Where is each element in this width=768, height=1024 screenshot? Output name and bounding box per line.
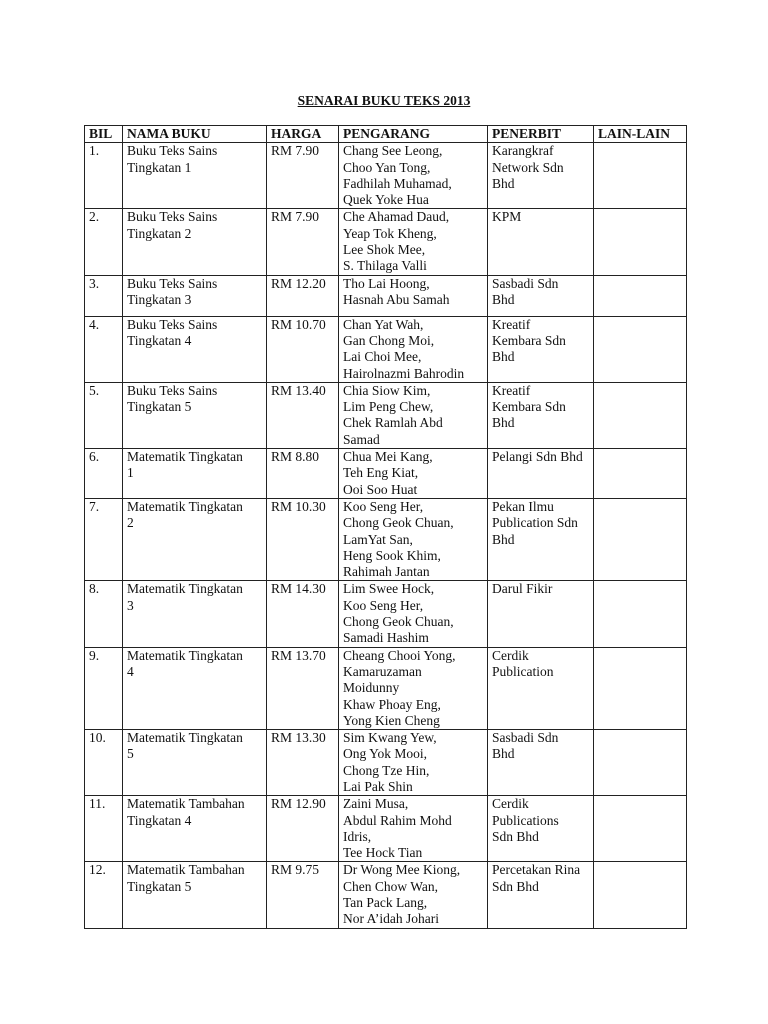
cell-nama-buku-line: Tingkatan 5 [127, 399, 192, 415]
cell-pengarang-line: Chong Geok Chuan, [343, 614, 454, 630]
table-row [85, 275, 687, 316]
cell-penerbit [488, 730, 594, 796]
cell-nama-buku-line: Buku Teks Sains [127, 143, 218, 159]
cell-harga: RM 12.20 [267, 275, 339, 316]
cell-pengarang-line: Quek Yoke Hua [343, 192, 429, 208]
cell-nama-buku-line: 4 [127, 663, 134, 679]
cell-pengarang-line: Che Ahamad Daud, [343, 209, 450, 225]
document-title-text: SENARAI BUKU TEKS 2013 [297, 93, 471, 108]
cell-pengarang-line: Moidunny [343, 680, 400, 696]
cell-penerbit [488, 498, 594, 580]
cell-lain-lain [594, 647, 687, 729]
table-row [85, 862, 687, 929]
cell-nama-buku [123, 796, 267, 862]
table-row [85, 316, 687, 382]
cell-pengarang-line: Ooi Soo Huat [343, 481, 418, 497]
cell-pengarang [339, 316, 488, 382]
cell-nama-buku [123, 730, 267, 796]
table-row [85, 581, 687, 647]
header-lain-lain: LAIN-LAIN [594, 126, 687, 143]
cell-nama-buku [123, 143, 267, 209]
cell-penerbit-line: Publications [492, 812, 559, 828]
cell-nama-buku-line: Tingkatan 4 [127, 812, 192, 828]
cell-pengarang-line: Samad [343, 431, 380, 447]
cell-pengarang-line: Hasnah Abu Samah [343, 291, 450, 307]
table-row [85, 209, 687, 275]
cell-nama-buku-line: Matematik Tingkatan [127, 730, 243, 746]
cell-nama-buku-line: Tingkatan 4 [127, 332, 192, 348]
cell-harga: RM 7.90 [267, 143, 339, 209]
cell-nama-buku-line: Tingkatan 5 [127, 878, 192, 894]
cell-bil: 12. [85, 862, 123, 929]
cell-bil: 2. [85, 209, 123, 275]
cell-harga: RM 9.75 [267, 862, 339, 929]
cell-pengarang-line: Heng Sook Khim, [343, 547, 441, 563]
cell-pengarang-line: Tan Pack Lang, [343, 895, 428, 911]
cell-pengarang [339, 581, 488, 647]
cell-pengarang-line: Choo Yan Tong, [343, 159, 431, 175]
cell-penerbit-line: Pelangi Sdn Bhd [492, 449, 583, 465]
cell-pengarang-line: Dr Wong Mee Kiong, [343, 862, 461, 878]
cell-pengarang-line: Gan Chong Moi, [343, 332, 435, 348]
cell-nama-buku [123, 498, 267, 580]
cell-pengarang-line: Cheang Chooi Yong, [343, 647, 456, 663]
cell-bil: 1. [85, 143, 123, 209]
cell-bil: 8. [85, 581, 123, 647]
cell-nama-buku-line: Matematik Tingkatan [127, 581, 243, 597]
cell-nama-buku-line: Tingkatan 2 [127, 225, 192, 241]
cell-lain-lain [594, 498, 687, 580]
cell-pengarang-line: Tee Hock Tian [343, 845, 423, 861]
cell-penerbit-line: Sasbadi Sdn [492, 275, 559, 291]
cell-pengarang-line: LamYat San, [343, 531, 413, 547]
cell-penerbit-line: Kreatif [492, 382, 531, 398]
cell-pengarang-line: Yong Kien Cheng [343, 712, 440, 728]
cell-pengarang-line: Chia Siow Kim, [343, 382, 431, 398]
cell-nama-buku [123, 209, 267, 275]
cell-penerbit-line: Sasbadi Sdn [492, 730, 559, 746]
cell-pengarang-line: Kamaruzaman [343, 663, 422, 679]
cell-penerbit-line: Cerdik [492, 796, 529, 812]
cell-penerbit [488, 143, 594, 209]
header-pengarang: PENGARANG [339, 126, 488, 143]
cell-penerbit-line: Karangkraf [492, 143, 554, 159]
cell-penerbit-line: Bhd [492, 175, 515, 191]
cell-penerbit-line: Darul Fikir [492, 581, 553, 597]
cell-pengarang [339, 862, 488, 929]
header-harga: HARGA [267, 126, 339, 143]
cell-pengarang [339, 498, 488, 580]
cell-penerbit-line: Publication Sdn [492, 515, 578, 531]
cell-harga: RM 13.30 [267, 730, 339, 796]
cell-pengarang-line: Chang See Leong, [343, 143, 443, 159]
cell-nama-buku [123, 316, 267, 382]
table-row [85, 382, 687, 448]
cell-pengarang [339, 143, 488, 209]
cell-nama-buku [123, 862, 267, 929]
cell-harga: RM 8.80 [267, 449, 339, 499]
cell-nama-buku-line: Matematik Tingkatan [127, 449, 243, 465]
cell-pengarang [339, 275, 488, 316]
cell-nama-buku-line: Matematik Tambahan [127, 862, 245, 878]
cell-penerbit [488, 275, 594, 316]
document-title [0, 92, 768, 110]
cell-pengarang-line: Chua Mei Kang, [343, 449, 433, 465]
cell-penerbit [488, 581, 594, 647]
cell-penerbit-line: Cerdik [492, 647, 529, 663]
cell-pengarang-line: Koo Seng Her, [343, 597, 424, 613]
cell-penerbit [488, 862, 594, 929]
cell-pengarang-line: Yeap Tok Kheng, [343, 225, 437, 241]
cell-nama-buku-line: Buku Teks Sains [127, 382, 218, 398]
cell-lain-lain [594, 796, 687, 862]
cell-penerbit [488, 647, 594, 729]
cell-bil: 6. [85, 449, 123, 499]
cell-penerbit-line: Sdn Bhd [492, 828, 539, 844]
cell-pengarang-line: Abdul Rahim Mohd [343, 812, 452, 828]
header-bil: BIL [85, 126, 123, 143]
cell-pengarang-line: Sim Kwang Yew, [343, 730, 437, 746]
cell-penerbit-line: Kembara Sdn [492, 332, 566, 348]
cell-pengarang-line: Koo Seng Her, [343, 498, 424, 514]
cell-bil: 5. [85, 382, 123, 448]
cell-nama-buku-line: 2 [127, 515, 134, 531]
cell-penerbit-line: Percetakan Rina [492, 862, 581, 878]
cell-nama-buku-line: 1 [127, 465, 134, 481]
cell-bil: 7. [85, 498, 123, 580]
cell-penerbit-line: Pekan Ilmu [492, 498, 554, 514]
cell-pengarang-line: Chek Ramlah Abd [343, 415, 443, 431]
cell-penerbit-line: Kembara Sdn [492, 399, 566, 415]
cell-lain-lain [594, 581, 687, 647]
cell-harga: RM 13.40 [267, 382, 339, 448]
cell-penerbit [488, 382, 594, 448]
cell-bil: 3. [85, 275, 123, 316]
cell-nama-buku-line: Matematik Tambahan [127, 796, 245, 812]
header-nama-buku: NAMA BUKU [123, 126, 267, 143]
cell-pengarang-line: Ong Yok Mooi, [343, 746, 428, 762]
cell-penerbit [488, 209, 594, 275]
cell-penerbit-line: Bhd [492, 349, 515, 365]
cell-pengarang [339, 647, 488, 729]
table-header-row [85, 126, 687, 143]
cell-pengarang-line: Nor A’idah Johari [343, 911, 439, 927]
cell-pengarang-line: Chan Yat Wah, [343, 316, 424, 332]
cell-penerbit [488, 449, 594, 499]
cell-pengarang [339, 449, 488, 499]
cell-pengarang-line: Idris, [343, 828, 372, 844]
cell-nama-buku-line: Matematik Tingkatan [127, 498, 243, 514]
cell-pengarang [339, 730, 488, 796]
cell-harga: RM 14.30 [267, 581, 339, 647]
cell-lain-lain [594, 382, 687, 448]
cell-bil: 11. [85, 796, 123, 862]
cell-penerbit [488, 796, 594, 862]
cell-nama-buku-line: Tingkatan 1 [127, 159, 192, 175]
cell-pengarang-line: Chong Tze Hin, [343, 762, 430, 778]
cell-pengarang-line: Lai Pak Shin [343, 778, 413, 794]
cell-pengarang-line: Hairolnazmi Bahrodin [343, 365, 465, 381]
cell-lain-lain [594, 316, 687, 382]
cell-nama-buku-line: 3 [127, 597, 134, 613]
cell-penerbit-line: KPM [492, 209, 522, 225]
cell-lain-lain [594, 275, 687, 316]
table-row [85, 647, 687, 729]
cell-pengarang-line: Rahimah Jantan [343, 564, 430, 580]
table-body [85, 143, 687, 929]
cell-lain-lain [594, 449, 687, 499]
cell-bil: 9. [85, 647, 123, 729]
cell-pengarang [339, 382, 488, 448]
cell-nama-buku-line: Buku Teks Sains [127, 316, 218, 332]
cell-penerbit-line: Network Sdn [492, 159, 564, 175]
cell-pengarang-line: S. Thilaga Valli [343, 258, 427, 274]
cell-harga: RM 10.30 [267, 498, 339, 580]
cell-nama-buku [123, 382, 267, 448]
textbook-table [84, 125, 687, 929]
cell-pengarang-line: Lee Shok Mee, [343, 242, 426, 258]
cell-pengarang-line: Fadhilah Muhamad, [343, 175, 452, 191]
cell-lain-lain [594, 143, 687, 209]
cell-harga: RM 12.90 [267, 796, 339, 862]
cell-harga: RM 7.90 [267, 209, 339, 275]
cell-penerbit-line: Bhd [492, 746, 515, 762]
cell-pengarang-line: Chong Geok Chuan, [343, 515, 454, 531]
cell-nama-buku-line: Buku Teks Sains [127, 275, 218, 291]
cell-nama-buku [123, 647, 267, 729]
cell-pengarang-line: Teh Eng Kiat, [343, 465, 419, 481]
cell-penerbit-line: Sdn Bhd [492, 878, 539, 894]
cell-penerbit-line: Publication [492, 663, 554, 679]
cell-pengarang-line: Chen Chow Wan, [343, 878, 439, 894]
cell-nama-buku-line: Tingkatan 3 [127, 291, 192, 307]
cell-bil: 4. [85, 316, 123, 382]
cell-nama-buku [123, 275, 267, 316]
cell-nama-buku-line: Matematik Tingkatan [127, 647, 243, 663]
cell-pengarang-line: Khaw Phoay Eng, [343, 696, 441, 712]
cell-nama-buku-line: Buku Teks Sains [127, 209, 218, 225]
cell-pengarang [339, 209, 488, 275]
table-row [85, 143, 687, 209]
cell-harga: RM 10.70 [267, 316, 339, 382]
table-row [85, 498, 687, 580]
cell-penerbit [488, 316, 594, 382]
cell-nama-buku-line: 5 [127, 746, 134, 762]
cell-pengarang-line: Lim Swee Hock, [343, 581, 435, 597]
cell-pengarang-line: Tho Lai Hoong, [343, 275, 430, 291]
cell-lain-lain [594, 209, 687, 275]
cell-nama-buku [123, 449, 267, 499]
cell-pengarang [339, 796, 488, 862]
cell-harga: RM 13.70 [267, 647, 339, 729]
cell-penerbit-line: Kreatif [492, 316, 531, 332]
cell-pengarang-line: Zaini Musa, [343, 796, 409, 812]
cell-nama-buku [123, 581, 267, 647]
cell-lain-lain [594, 862, 687, 929]
header-penerbit: PENERBIT [488, 126, 594, 143]
table-row [85, 449, 687, 499]
cell-penerbit-line: Bhd [492, 531, 515, 547]
cell-lain-lain [594, 730, 687, 796]
cell-penerbit-line: Bhd [492, 291, 515, 307]
cell-penerbit-line: Bhd [492, 415, 515, 431]
cell-bil: 10. [85, 730, 123, 796]
cell-pengarang-line: Lim Peng Chew, [343, 399, 434, 415]
cell-pengarang-line: Lai Choi Mee, [343, 349, 422, 365]
table-row [85, 730, 687, 796]
cell-pengarang-line: Samadi Hashim [343, 630, 429, 646]
table-row [85, 796, 687, 862]
